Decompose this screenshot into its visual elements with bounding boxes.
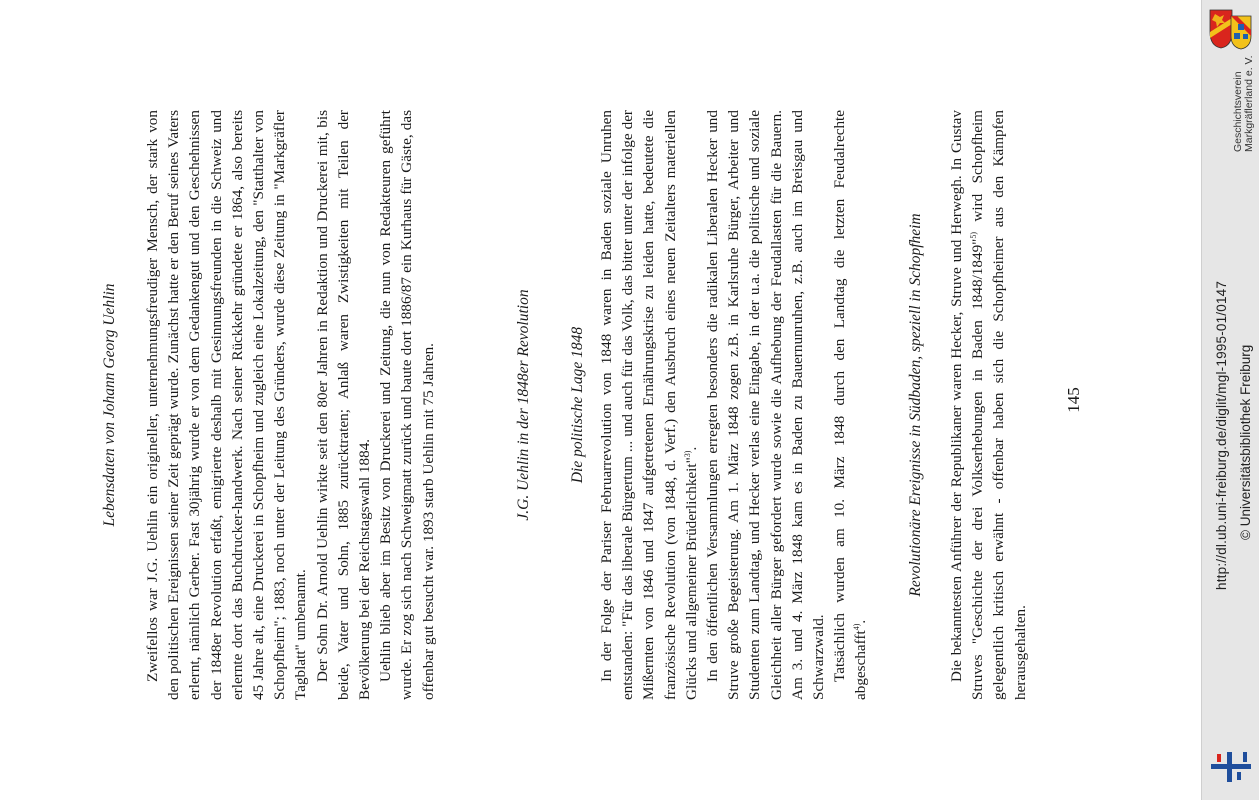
heading-politische-lage: Die politische Lage 1848 — [569, 326, 586, 484]
footnote-3: 3) — [682, 450, 692, 458]
events-section — [946, 110, 1031, 700]
lage-paragraph-2: In den öffentlichen Versammlungen erregten besonders die radikalen Liberalen Hecker und Struve große Begeisterung. Am 1. März 1848 zogen z.B. in Karlsruhe Bürger, Arbeiter und Studenten zum Landtag, und Hecker verlas eine Eingabe, in der u.a. die politische und soziale Gleichheit aller Bürger gefordert wurde sowie die Aufhebung der Feudallasten für die Bauern. Am 3. und 4. März 1848 kam es in Baden zu Bauernunruhen, z.B. auch im Breisgau und Schwarzwald. — [704, 110, 828, 700]
bio-paragraph-3: Uehlin blieb aber im Besitz von Druckerei und Zeitung, die nun von Redakteuren geführt wurde. Er zog sich nach Schweigmatt zurück und baute dort 1886/87 ein Kurhaus für Gäste, das offenbar gut besucht war. 1893 starb Uehlin mit 75 Jahren. — [377, 110, 437, 700]
events-paragraph-1: Die bekanntesten Anführer der Republikaner waren Hecker, Struve und Herwegh. In Gustav Struves "Geschichte der drei Volkserhebungen in Baden 1848/1849"$^{5)}$ wird Schopfheim gelegentlich kritisch erwähnt - offenbar haben sich die Schopfheimer aus den Kämpfen herausgehalten. — [948, 109, 1029, 700]
coat-of-arms-icon — [1207, 8, 1253, 50]
political-situation-section — [596, 110, 872, 700]
heading-lebensdaten: Lebensdaten von Johann Georg Uehlin — [101, 283, 118, 527]
document-url-link[interactable]: http://dl.ub.uni-freiburg.de/diglit/mgl-1995-01/0147 — [1214, 280, 1229, 590]
heading-revolution: J.G. Uehlin in der 1848er Revolution — [515, 289, 532, 521]
society-name-line-2: Markgräflerland e. V. — [1243, 55, 1255, 152]
bio-paragraph-2: Der Sohn Dr. Arnold Uehlin wirkte seit den 80er Jahren in Redaktion und Druckerei mit, bis beide, Vater und Sohn, 1885 zurücktraten; Anlaß waren Zwistigkeiten mit Teilen der Bevölkerung bei der Reichstagswahl 1884. — [313, 110, 374, 700]
biography-section — [142, 110, 439, 700]
footnote-5: 5) — [969, 231, 979, 239]
society-name-line-1: Geschichtsverein — [1232, 71, 1244, 152]
heading-suedbaden: Revolutionäre Ereignisse in Südbaden, speziell in Schopfheim — [907, 213, 924, 597]
lage-paragraph-3: Tatsächlich wurden am 10. März 1848 durch den Landtag die letzten Feudalrechte abgeschafft$^{4)}$. — [831, 110, 870, 700]
copyright-text: © Universitätsbibliothek Freiburg — [1238, 344, 1253, 540]
footnote-4: 4) — [852, 623, 862, 631]
ub-freiburg-logo-icon — [1209, 748, 1253, 784]
page-number: 145 — [1064, 387, 1083, 413]
bio-paragraph-1: Zweifellos war J.G. Uehlin ein origineller, unternehmungsfreudiger Mensch, der stark von den politischen Ereignissen seiner Zeit geprägt wurde. Zunächst hatte er den Beruf seines Vaters erlernt, nämlich Gerber. Fast 30jährig wurde er von dem Gedankengut und den Geschehnissen der 1848er Revolution erfaßt, emigrierte deshalb mit Gesinnungsfreunden in die Schweiz und erlernte dort das Buchdrucker-handwerk. Nach seiner Rückkehr gründete er 1864, also bereits 45 Jahre alt, eine Druckerei in Schopfheim und zugleich eine Lokalzeitung, den "Statthalter von Schopfheim"; 1883, noch unter der Leitung des Gründers, wurde diese Zeitung in "Markgräfler Tagblatt" umbenannt. — [144, 110, 310, 700]
lage-paragraph-1: In der Folge der Pariser Februarrevolution von 1848 waren in Baden soziale Unruhen entstanden: "Für das liberale Bürgertum ... und auch für das Volk, das bitter unter der infolge der Mißernten von 1846 und 1847 aufgetretenen Ernährungskrise zu leiden hatte, bedeutete die französische Revolution (von 1848, d. Verf.) den Ausbruch eines neuen Zeitalters materiellen Glücks und allgemeiner Brüderlichkeit"$^{3)}$. — [598, 110, 700, 700]
